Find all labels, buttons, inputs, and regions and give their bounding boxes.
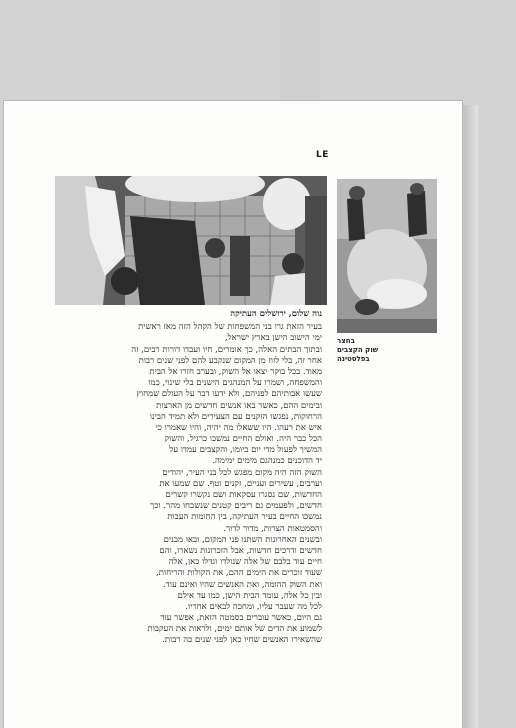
text-line: בעיר הזאת גרו בני המשפחות של הקהל הזה מאז ראשית (138, 322, 322, 333)
page-edge-shadow (462, 105, 478, 728)
text-line: הכל כבר היה. ואולם החיים נמשכו כרגיל, והשוק (164, 434, 322, 445)
text-line: שעשו אבותיהם לפניהם, ולא ידעו דבר על העולם שמחוץ (136, 389, 322, 400)
text-line: איש את רעהו. היו ששאלו מה יהיה, והיו שאמרו כי (155, 422, 322, 433)
text-line: חדשים, ולפעמים גם ריבים קטנים שנשכחו מהר. וכך (150, 501, 322, 512)
text-line: וערבים, עשירים ועניים, זקנים וטף. שם שמעו את (159, 478, 322, 489)
text-line: החדשות, שם נסגרו עסקאות ושם נקשרו קשרים (165, 490, 322, 500)
side-photograph (337, 179, 437, 333)
text-line: נמשכו החיים בעיר העתיקה, בין החומות העבות (167, 512, 322, 523)
text-line: גם היום, כאשר עוברים בסמטה הזאת, אפשר עוד (160, 613, 322, 624)
text-line: ובימים ההם, כאשר באו אנשים חדשים מן הארצות (156, 400, 322, 411)
text-line: ובין כל אלה, עומד הבית הישן, כמו עד אילם (177, 590, 322, 601)
caption-line: בחצר (337, 337, 355, 345)
text-line: אחר זה, בלי לזוז מן המקום שנקבע להם לפני שנים רבות (138, 355, 322, 366)
text-line: שעוד זוכרים את הימים ההם, את הקולות והריחות, (156, 568, 322, 579)
main-photograph (55, 176, 327, 305)
body-text-column (54, 309, 322, 647)
text-line: שהשאירו האנשים שחיו כאן לפני שנים כה רבות. (162, 635, 322, 646)
section-heading: נוה שלום, ירושלים העתיקה (230, 309, 322, 319)
caption-line: שוק הקצבים (337, 346, 379, 354)
text-line: לשמוע את הדים של אותם ימים, ולראות את העקבות (147, 624, 322, 635)
text-line: ובתוך הבתים האלה, כך אומרים, חיו ועבדו דורות רבים, זה (131, 344, 322, 355)
caption-line: בפלסטינה (337, 355, 370, 363)
text-line: והמשפחה, ושמרו על המנהגים הישנים בלי שינוי, כמו (148, 378, 322, 389)
text-line: מאוד. בכל בוקר יצאו אל השוק, ובערב חזרו אל הבית (149, 366, 322, 377)
text-line: הרחוקות, נפגשו הזקנים עם הצעירים ולא תמיד הבינו (149, 411, 322, 422)
text-line: ימי הישוב הישן בארץ ישראל, (224, 333, 322, 344)
text-line: ואת השוק ההומה, ואת האנשים שהיו ואינם עוד. (162, 579, 322, 590)
photo-caption (337, 337, 447, 364)
text-line: השוק הזה היה מקום מפגש לכל בני העיר, יהודים (162, 467, 322, 478)
text-line: יד הדוכנים כמנהגם מימים ימימה. (212, 456, 322, 467)
text-line: חדשים ודרכים חדשות, אבל הזכרונות נשארו, והם (159, 545, 322, 556)
page-number: LE (316, 150, 329, 160)
text-line: המשיך לפעול מדי יום ביומו, והקצבים עמדו על (169, 445, 322, 456)
text-line: והסמטאות הצרות, מדור לדור. (223, 523, 322, 534)
text-line: לכל מה שעבר עליו, ומחכה לבאים אחריו. (185, 601, 322, 612)
text-line: חיים עוד בלבם של אלה שנולדו וגדלו כאן, אלה (168, 557, 322, 568)
scanned-page (4, 101, 462, 728)
text-line: ובשנים האחרונות השתנו פני המקום, ובאו מבנים (163, 534, 322, 545)
